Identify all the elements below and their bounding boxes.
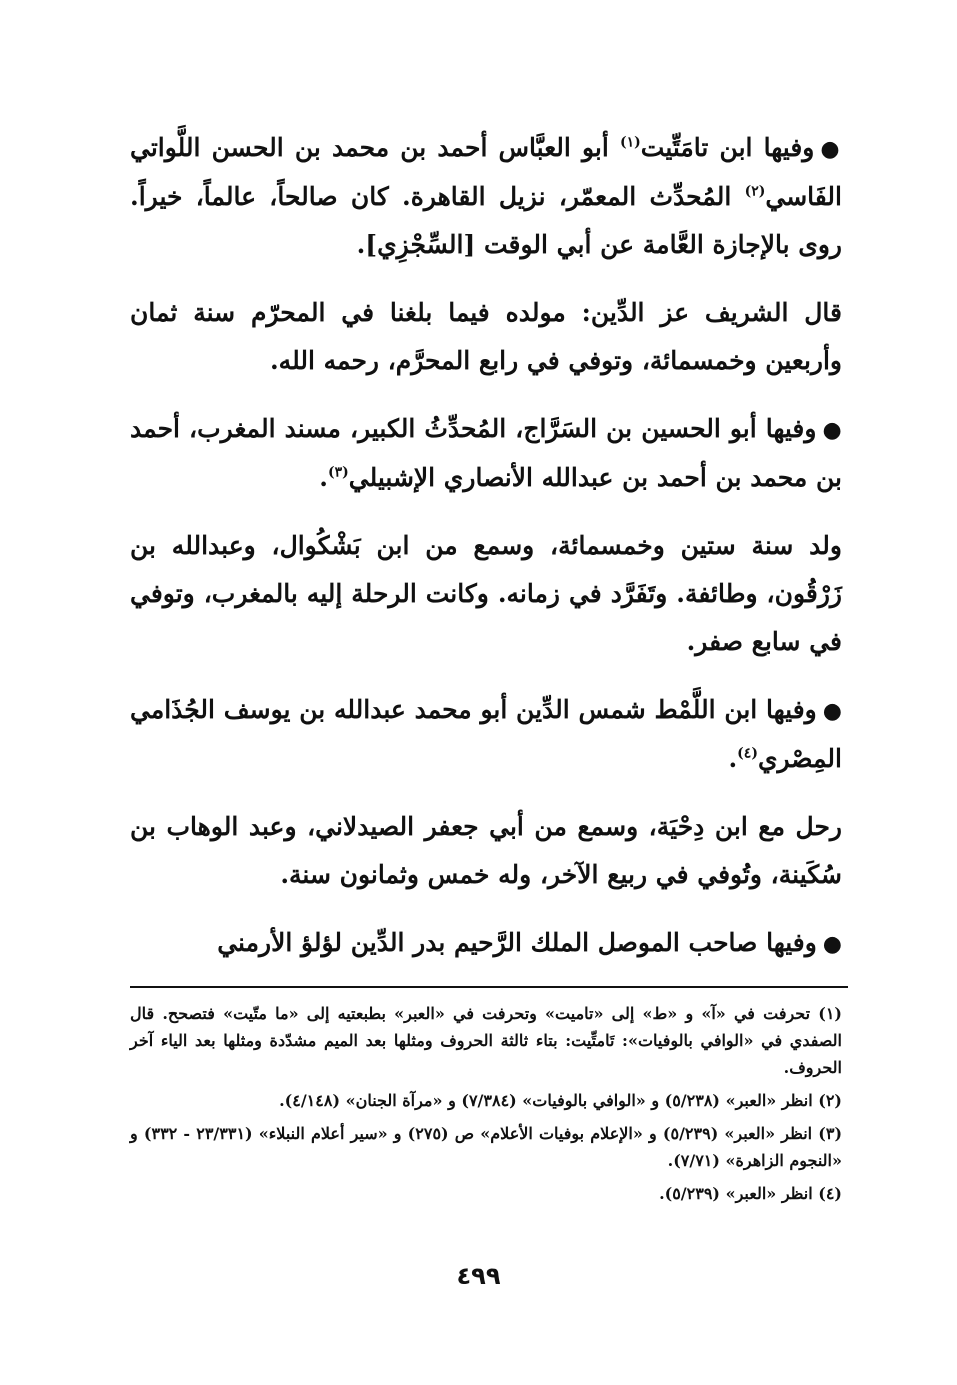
paragraph-2 [130,289,842,385]
bullet-icon: ● [822,417,842,443]
paragraph-5 [130,686,842,783]
paragraph-text: وفيها أبو الحسين بن السَرَّاج، المُحدِّثُ الكبير، مسند المغرب، أحمد بن محمد بن أحمد بن عبدالله الأنصاري الإشبيلي [130,414,842,492]
paragraph-7 [130,919,842,968]
footnote-4: (٤) انظر «العبر» (٥/٢٣٩). [659,1184,842,1203]
paragraph-4 [130,522,842,666]
bullet-icon: ● [820,136,843,162]
footnote-ref[interactable]: (٢) [744,183,766,200]
paragraph-3 [130,405,842,502]
bullet-icon: ● [822,698,842,724]
paragraph-text: . [319,463,328,492]
page-number: ٤٩٩ [456,1262,501,1290]
footnote-ref[interactable]: (٤) [737,745,758,762]
footnotes [130,1000,842,1213]
paragraph-text: أبو العبَّاس أحمد بن محمد بن الحسن اللَّواتي الفَاسي [130,133,842,211]
paragraph-text: وفيها صاحب الموصل الملك الرَّحيم بدر الدِّين لؤلؤ الأرمني [217,928,817,957]
paragraph-text: وفيها ابن تامَتِّيت [640,133,815,162]
footnote-2: (٢) انظر «العبر» (٥/٢٣٨) و «الوافي بالوفيات» (٧/٣٨٤) و «مرآة الجنان» (٤/١٤٨). [279,1091,842,1110]
footnote-1: (١) تحرفت في «آ» و «ط» إلى «تاميت» وتحرفت في «العبر» بطبعتيه إلى «ما متّيت» فتصحح. قال الصفدي في «الوافي بالوفيات»: تَامتِّيت: بتاء ثالثة الحروف ومثلها بعد الميم مشدّدة ومثلها بعد الياء آخر الحروف. [130,1004,842,1077]
paragraph-text: رحل مع ابن دِحْيَة، وسمع من أبي جعفر الصيدلاني، وعبد الوهاب بن سُكَينة، وتُوفي في ربيع الآخر، وله خمس وثمانون سنة. [130,812,842,889]
paragraph-text: . [728,744,738,773]
paragraph-text: قال الشريف عز الدِّين: مولده فيما بلغنا في المحرّم سنة ثمان وأربعين وخمسمائة، وتوفي في رابع المحرَّم، رحمه الله. [130,298,842,375]
bullet-icon: ● [822,931,842,957]
paragraph-text: وفيها ابن اللَّمْط شمس الدِّين أبو محمد عبدالله بن يوسف الجُذَامي المِصْري [130,695,842,773]
footnote-3: (٣) انظر «العبر» (٥/٢٣٩) و «الإعلام بوفيات الأعلام» ص (٢٧٥) و «سير أعلام النبلاء» (٢٣/٣٣١ - ٣٣٢) و «النجوم الزاهرة» (٧/٧١). [130,1124,843,1170]
paragraph-text: ولد سنة ستين وخمسمائة، وسمع من ابن بَشْكُوال، وعبدالله بن زَرْقُون، وطائفة. وتَفَرَّد في زمانه. وكانت الرحلة إليه بالمغرب، وتوفي في سابع صفر. [130,531,842,656]
footnote-ref[interactable]: (٣) [327,464,349,481]
footnote-ref[interactable]: (١) [620,134,641,151]
paragraph-text: المُحدِّث المعمّر، نزيل القاهرة. كان صالحاً، عالماً، خيراً. روى بالإجازة العَّامة عن أبي الوقت [السِّجْزِي]. [130,182,842,259]
paragraph-1 [130,124,842,269]
paragraph-6 [130,803,842,899]
footnote-divider [130,986,848,988]
